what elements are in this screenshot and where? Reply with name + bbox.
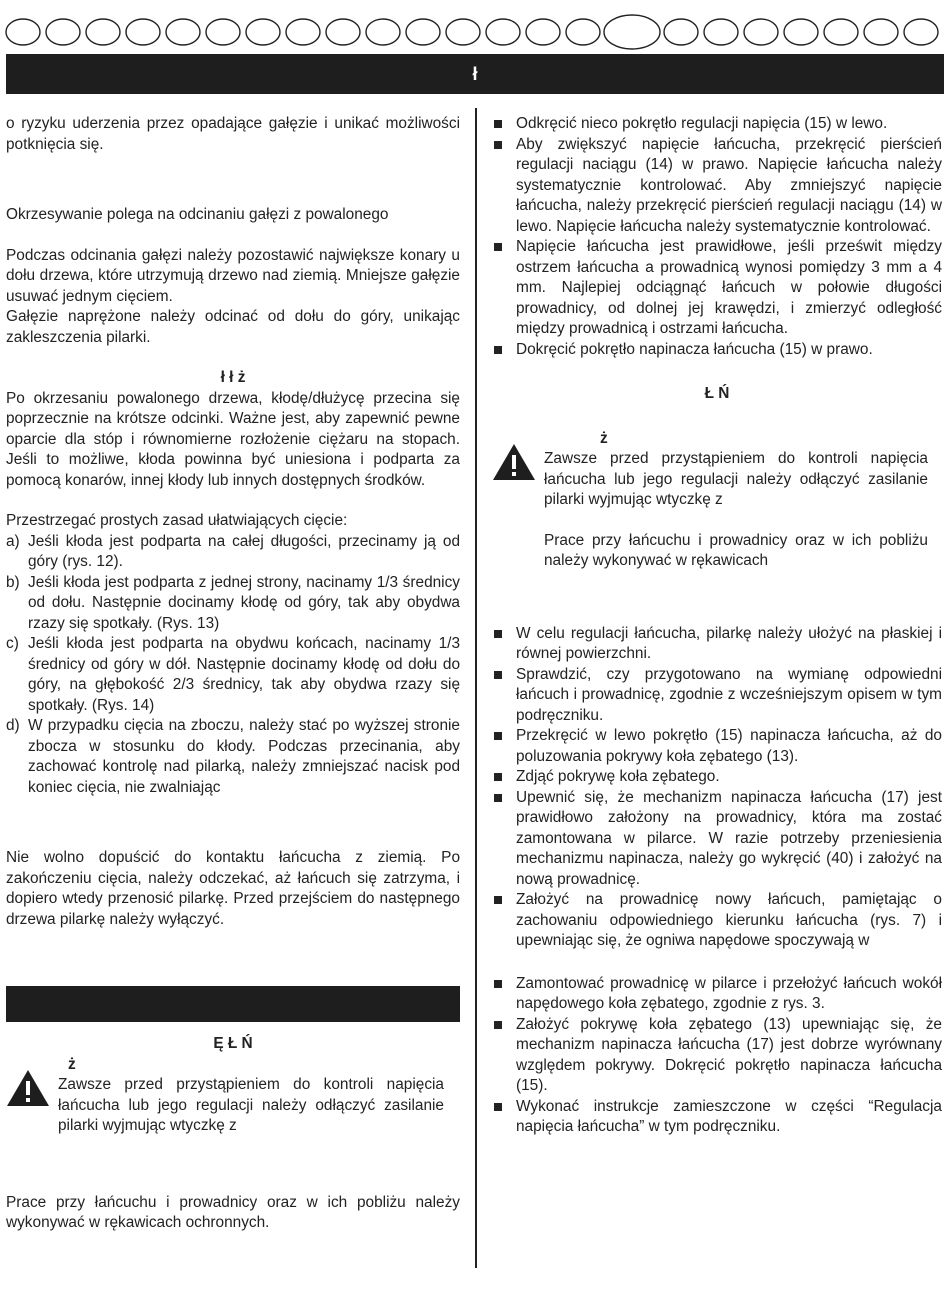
cutting-rules-list [6,532,460,799]
page-title: ł [472,64,478,84]
list-item: Założyć na prowadnicę nowy łańcuch, pamiętając o zachowaniu odpowiedniego kierunku łańcucha (rys. 7) i upewniając się, że ogniwa napędowe spoczywają w [492,890,942,952]
section-heading: ł ł ż [220,369,246,386]
header-oval-decoration [4,14,946,50]
paragraph: Gałęzie naprężone należy odcinać od dołu do góry, unikając zakleszczenia pilarki. [6,308,460,346]
warning-text: Zawsze przed przystąpieniem do kontroli napięcia łańcucha lub jego regulacji należy odłączyć zasilanie pilarki wyjmując wtyczkę z [544,450,928,508]
list-item: Sprawdzić, czy przygotowano na wymianę odpowiedni łańcuch i prowadnicę, zgodnie z wcześniejszym opisem w tym podręczniku. [492,665,942,727]
list-item: Zamontować prowadnicę w pilarce i przełożyć łańcuch wokół napędowego koła zębatego, zgodnie z rys. 3. [492,974,942,1015]
list-text: Jeśli kłoda jest podparta z jednej strony, nacinamy 1/3 średnicy od dołu. Następnie docinamy kłodę od góry, tak aby obydwa rzazy się spotkały. (Rys. 13) [28,573,460,632]
list-marker: a) [6,532,20,550]
list-item [6,634,460,716]
paragraph: Przestrzegać prostych zasad ułatwiających cięcie: [6,512,348,529]
list-text: W przypadku cięcia na zboczu, należy stać po wyższej stronie zbocza w stosunku do kłody. Podczas przecinania, aby zachować kontrolę nad pilarką, należy zmniejszać nacisk pod koniec cięcia, nie zwalniając [28,717,460,796]
paragraph: Nie wolno dopuścić do kontaktu łańcucha z ziemią. Po zakończeniu cięcia, należy odczekać, aż łańcuch się zatrzyma, i dopiero wtedy przenosić pilarkę. Przed przejściem do następnego drzewa pilarkę należy wyłączyć. [6,849,460,928]
list-item: Upewnić się, że mechanizm napinacza łańcucha (17) jest prawidłowo założony na prowadnicy, która ma zostać zamontowana w pilarce. W razie potrzeby przeniesienia mechanizmu napinacza, należy go wykręcić (40) i założyć na nową prowadnicę. [492,788,942,891]
list-item: Zdjąć pokrywę koła zębatego. [492,767,942,788]
paragraph: Po okrzesaniu powalonego drzewa, kłodę/dłużycę przecina się poprzecznie na krótsze odcinki. Ważne jest, aby zapewnić pewne oparcie dla stóp i równomierne rozłożenie ciężaru na stopach. Jeśli to możliwe, kłoda powinna być uniesiona i podparta za pomocą konarów, innej kłody lub innych dostępnych środków. [6,389,460,489]
left-column [6,114,460,1234]
assembly-steps-list [492,974,942,1138]
section-heading: Ł Ń [704,385,730,402]
list-text: Jeśli kłoda jest podparta na całej długości, przecinamy ją od góry (rys. 12). [28,532,460,570]
list-item [6,532,460,573]
list-item: Aby zwiększyć napięcie łańcucha, przekręcić pierścień regulacji naciągu (14) w prawo. Napięcie łańcucha należy systematycznie kontrolować. Aby zmniejszyć napięcie łańcucha, należy przekręcić pierścień regulacji naciągu (14) w lewo. Napięcie łańcucha należy systematycznie kontrolować. [492,135,942,238]
warning-title: ż [68,1055,76,1073]
tension-steps-list [492,114,942,360]
paragraph: Okrzesywanie polega na odcinaniu gałęzi z powalonego [6,206,389,223]
warning-text: Prace przy łańcuchu i prowadnicy oraz w ich pobliżu należy wykonywać w rękawicach [544,531,928,569]
list-item [6,573,460,635]
list-marker: d) [6,717,20,734]
warning-triangle-icon [492,443,536,481]
replacement-steps-list [492,624,942,952]
page-title-bar [6,54,944,94]
warning-text: Zawsze przed przystąpieniem do kontroli napięcia łańcucha lub jego regulacji należy odłączyć zasilanie pilarki wyjmując wtyczkę z [58,1076,444,1134]
paragraph: Podczas odcinania gałęzi należy pozostawić największe konary u dołu drzewa, które utrzymują drzewo nad ziemią. Mniejsze gałęzie usuwać jednym cięciem. [6,246,460,305]
list-item: Wykonać instrukcje zamieszczone w części “Regulacja napięcia łańcucha” w tym podręczniku. [492,1097,942,1138]
column-divider [475,108,477,1268]
list-item: Odkręcić nieco pokrętło regulacji napięcia (15) w lewo. [492,114,942,135]
list-item: W celu regulacji łańcucha, pilarkę należy ułożyć na płaskiej i równej powierzchni. [492,624,942,665]
warning-box [6,1055,460,1137]
list-item: Dokręcić pokrętło napinacza łańcucha (15) w prawo. [492,340,942,361]
warning-triangle-icon [6,1069,50,1107]
paragraph: o ryzyku uderzenia przez opadające gałęzie i unikać możliwości potknięcia się. [6,115,460,153]
section-bar [6,986,460,1022]
warning-box [492,429,942,572]
paragraph: Prace przy łańcuchu i prowadnicy oraz w ich pobliżu należy wykonywać w rękawicach ochronnych. [6,1193,460,1231]
list-marker: b) [6,573,20,591]
list-item [6,716,460,798]
section-heading: Ę Ł Ń [213,1035,253,1052]
list-item: Założyć pokrywę koła zębatego (13) upewniając się, że mechanizm napinacza łańcucha (17) jest dobrze wyrównany względem pokrywy. Dokręcić pokrętło napinacza łańcucha (15). [492,1015,942,1097]
list-marker: c) [6,635,19,652]
right-column [492,114,942,1138]
list-item: Przekręcić w lewo pokrętło (15) napinacza łańcucha, aż do poluzowania pokrywy koła zębatego (13). [492,726,942,767]
list-item: Napięcie łańcucha jest prawidłowe, jeśli prześwit między ostrzem łańcucha a prowadnicą wynosi pomiędzy 3 mm a 4 mm. Najlepiej odciągnąć łańcuch w połowie długości prowadnicy, od dolnej jej krawędzi, i zmierzyć odległość między prowadnicą i ostrzami łańcucha. [492,237,942,340]
list-text: Jeśli kłoda jest podparta na obydwu końcach, nacinamy 1/3 średnicy od góry w dół. Następnie docinamy kłodę od dołu do góry, na głębokość 2/3 średnicy, tak aby obydwa rzazy się spotkały. (Rys. 14) [28,635,460,714]
warning-title: ż [600,429,608,447]
